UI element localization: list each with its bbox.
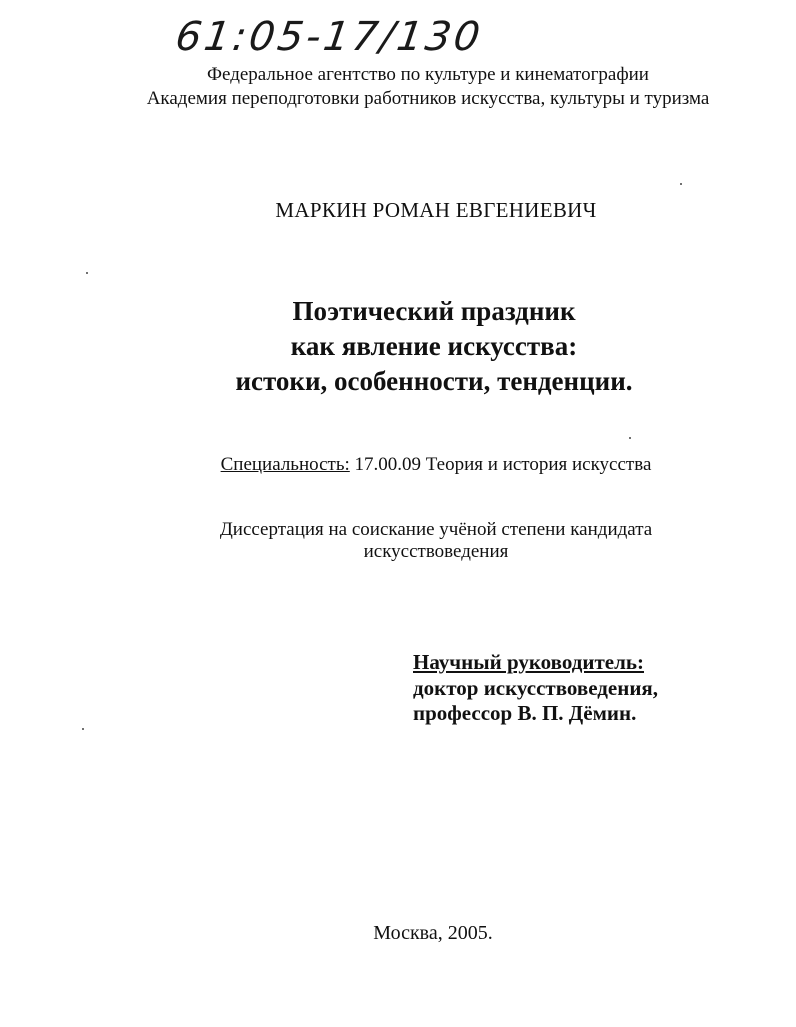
- dissertation-line-2: искусствоведения: [363, 541, 509, 562]
- dissertation-line-1: Диссертация на соискание учёной степени кандидата: [219, 519, 653, 540]
- city-year: Москва, 2005.: [373, 922, 493, 944]
- scan-speck: [86, 272, 88, 274]
- organization-line-1: Федеральное агентство по культуре и кинематографии: [207, 64, 649, 85]
- supervisor-label: Научный руководитель:: [413, 650, 644, 674]
- scan-speck: [680, 183, 682, 185]
- specialty-value: 17.00.09 Теория и история искусства: [354, 454, 652, 475]
- scan-speck: [82, 728, 84, 730]
- organization-line-2: Академия переподготовки работников искусства, культуры и туризма: [146, 88, 710, 109]
- thesis-title-line-1: Поэтический праздник: [292, 296, 576, 326]
- author-name: МАРКИН РОМАН ЕВГЕНИЕВИЧ: [275, 198, 597, 222]
- supervisor-name: профессор В. П. Дёмин.: [413, 701, 637, 725]
- specialty-label: Специальность:: [220, 454, 350, 475]
- handwritten-catalog-code: 61:05-17/130: [172, 14, 486, 60]
- thesis-title-line-3: истоки, особенности, тенденции.: [235, 366, 633, 396]
- scan-speck: [629, 437, 631, 439]
- supervisor-degree: доктор искусствоведения,: [413, 676, 659, 700]
- thesis-title-line-2: как явление искусства:: [290, 331, 578, 361]
- specialty: [38, 454, 796, 476]
